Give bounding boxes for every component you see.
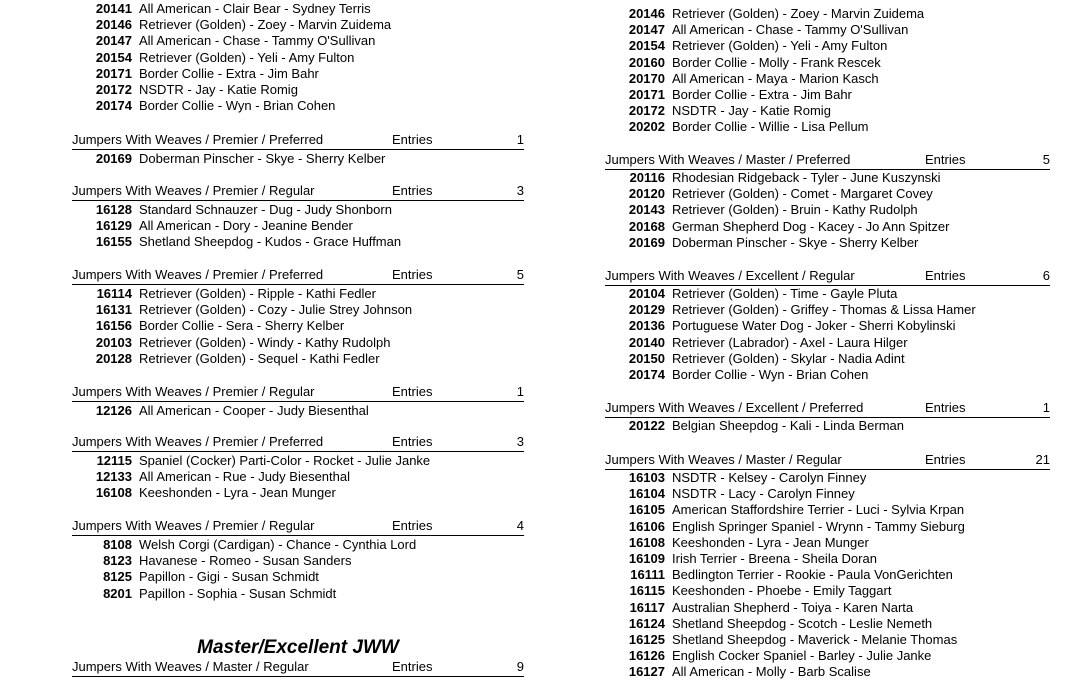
entry-text: Bedlington Terrier - Rookie - Paula VonGerichten [672,567,953,583]
entry-text: American Staffordshire Terrier - Luci - Sylvia Krpan [672,502,965,518]
entry-number: 20146 [628,6,665,21]
class-header [72,267,524,285]
entries-label: Entries [392,384,433,399]
entry-number: 20103 [95,334,132,350]
entry-row [605,519,965,535]
entry-text: Retriever (Golden) - Sequel - Kathi Fedler [139,350,380,366]
entries-label: Entries [925,268,966,283]
entry-row [605,202,918,218]
class-header [72,183,524,201]
entry-number: 16155 [95,234,132,250]
entry-text: Border Collie - Extra - Jim Bahr [672,87,852,102]
entry-row [605,318,955,334]
entry-text: Retriever (Golden) - Time - Gayle Pluta [672,286,898,301]
class-header [605,400,1050,418]
entry-row [605,486,855,502]
entry-text: Border Collie - Sera - Sherry Kelber [139,318,345,334]
class-header [72,659,524,677]
class-title: Jumpers With Weaves / Premier / Preferred [72,434,324,449]
entry-number: 20172 [628,103,665,119]
entry-text: Rhodesian Ridgeback - Tyler - June Kuszynski [672,170,941,185]
class-title: Jumpers With Weaves / Premier / Regular [72,384,315,399]
class-header [72,384,524,402]
entries-count: 4 [516,518,524,533]
class-title: Jumpers With Weaves / Master / Regular [72,659,309,674]
entry-number: 16108 [95,485,132,501]
entries-count: 1 [516,384,524,399]
entry-text: English Springer Spaniel - Wrynn - Tammy Sieburg [672,518,965,534]
entry-row [605,351,905,367]
entry-text: Retriever (Golden) - Cozy - Julie Strey Johnson [139,302,413,318]
entries-label: Entries [925,152,966,167]
entry-row [605,418,904,434]
entries-label: Entries [392,132,433,147]
entry-number: 16103 [628,470,665,485]
entry-text: NSDTR - Jay - Katie Romig [672,103,831,119]
entry-number: 16108 [628,534,665,550]
entries-label: Entries [392,183,433,198]
entry-number: 8108 [103,537,132,552]
entries-count: 1 [516,132,524,147]
entry-row [605,87,852,103]
entries-count: 5 [516,267,524,282]
entry-row [72,66,319,82]
entry-number: 16109 [628,551,665,566]
entry-row [605,600,913,616]
class-header [72,434,524,452]
entry-number: 16114 [96,286,132,301]
entries-label: Entries [392,518,433,533]
entry-text: Papillon - Gigi - Susan Schmidt [139,569,319,585]
entry-number: 20140 [628,334,665,350]
entry-text: German Shepherd Dog - Kacey - Jo Ann Spitzer [672,218,950,234]
entry-text: Papillon - Sophia - Susan Schmidt [139,585,337,601]
entry-text: Welsh Corgi (Cardigan) - Chance - Cynthia Lord [139,537,417,552]
entry-text: Doberman Pinscher - Skye - Sherry Kelber [672,234,919,250]
entry-row [72,234,401,250]
entry-number: 20141 [95,1,132,16]
entry-row [605,186,933,202]
entry-number: 20171 [95,65,132,81]
entry-number: 16124 [628,615,665,631]
entry-number: 20171 [628,87,665,102]
entry-row [72,569,319,585]
entry-text: Border Collie - Wyn - Brian Cohen [672,367,869,382]
entry-number: 20174 [628,367,665,382]
entry-row [605,219,949,235]
entry-number: 20122 [628,418,665,433]
entry-row [605,648,931,664]
entry-text: Retriever (Golden) - Zoey - Marvin Zuidema [139,17,392,33]
entry-text: Border Collie - Willie - Lisa Pellum [672,119,869,135]
entry-text: Keeshonden - Lyra - Jean Munger [672,534,869,550]
entry-row [72,351,380,367]
entry-number: 16125 [628,632,665,647]
entry-number: 8201 [103,585,132,601]
entry-row [72,33,375,49]
entry-row [605,38,887,54]
class-title: Jumpers With Weaves / Premier / Regular [72,518,315,533]
entry-text: All American - Rue - Judy Biesenthal [139,469,350,485]
entry-number: 16105 [628,502,665,518]
entries-label: Entries [392,659,433,674]
entries-label: Entries [392,434,433,449]
entry-row [72,469,350,485]
entry-row [72,335,390,351]
entries-count: 3 [516,183,524,198]
entry-text: All American - Cooper - Judy Biesenthal [139,403,369,418]
entry-text: Retriever (Golden) - Skylar - Nadia Adint [672,350,905,366]
entry-text: Shetland Sheepdog - Kudos - Grace Huffman [139,234,402,250]
entry-text: Australian Shepherd - Toiya - Karen Narta [672,599,914,615]
class-title: Jumpers With Weaves / Master / Regular [605,452,842,467]
entries-label: Entries [925,452,966,467]
entry-text: Shetland Sheepdog - Maverick - Melanie Thomas [672,632,958,647]
entry-text: Border Collie - Extra - Jim Bahr [139,65,319,81]
class-title: Jumpers With Weaves / Premier / Preferred [72,267,324,282]
entry-text: NSDTR - Lacy - Carolyn Finney [672,486,855,502]
entry-text: Retriever (Golden) - Zoey - Marvin Zuidema [672,6,925,21]
entry-number: 20154 [95,49,132,65]
entries-count: 3 [516,434,524,449]
class-header [605,452,1050,470]
entry-text: Retriever (Golden) - Ripple - Kathi Fedler [139,286,376,301]
entry-number: 20169 [95,151,132,166]
entry-row [605,583,891,599]
entry-row [72,537,416,553]
entry-number: 20120 [628,186,665,202]
entry-number: 16126 [628,648,665,664]
entry-number: 12115 [96,453,132,468]
entries-label: Entries [925,400,966,415]
entry-number: 20174 [95,98,132,114]
entry-text: Belgian Sheepdog - Kali - Linda Berman [672,418,904,433]
entry-row [605,535,869,551]
entry-number: 12126 [95,403,132,418]
entry-row [605,567,953,583]
entry-row [605,170,941,186]
class-header [605,268,1050,286]
entry-text: Border Collie - Wyn - Brian Cohen [139,98,336,114]
entry-text: All American - Chase - Tammy O'Sullivan [672,22,909,38]
entry-number: 16127 [628,664,665,680]
entry-row [605,470,866,486]
entry-text: Border Collie - Molly - Frank Rescek [672,54,881,70]
entry-row [605,302,976,318]
entry-text: All American - Chase - Tammy O'Sullivan [139,33,376,49]
class-title: Jumpers With Weaves / Master / Preferred [605,152,851,167]
entry-row [72,1,371,17]
class-title: Jumpers With Weaves / Excellent / Regular [605,268,855,283]
entry-text: Doberman Pinscher - Skye - Sherry Kelber [139,151,386,166]
entries-count: 5 [1042,152,1050,167]
class-header [72,132,524,150]
entry-row [605,616,932,632]
entry-number: 20129 [628,302,665,318]
entries-count: 9 [516,659,524,674]
entry-row [72,318,344,334]
entry-text: Retriever (Golden) - Griffey - Thomas & Lissa Hamer [672,302,976,318]
entry-number: 20116 [629,170,665,185]
entry-row [605,6,924,22]
entry-number: 20160 [628,54,665,70]
entry-row [605,103,831,119]
class-title: Jumpers With Weaves / Excellent / Preferred [605,400,864,415]
entry-number: 16111 [630,567,665,583]
entry-text: All American - Molly - Barb Scalise [672,664,871,680]
entry-text: Keeshonden - Lyra - Jean Munger [139,485,336,501]
entry-text: Retriever (Golden) - Comet - Margaret Covey [672,186,933,202]
entry-row [605,632,957,648]
entry-row [72,453,430,469]
entry-row [605,335,908,351]
entry-number: 20128 [95,350,132,366]
entry-number: 20136 [628,318,665,334]
entry-text: Retriever (Golden) - Bruin - Kathy Rudolph [672,202,918,218]
entries-label: Entries [392,267,433,282]
entry-number: 16106 [628,518,665,534]
entry-row [72,218,353,234]
entry-number: 20146 [95,17,132,33]
entry-row [605,119,869,135]
section-title: Master/Excellent JWW [197,637,399,658]
entry-number: 20104 [628,286,665,301]
entry-row [72,286,376,302]
entry-number: 16117 [629,599,665,615]
entry-text: NSDTR - Kelsey - Carolyn Finney [672,470,867,485]
entry-row [72,82,298,98]
entry-text: All American - Dory - Jeanine Bender [139,218,353,234]
entry-row [605,286,897,302]
entry-number: 16156 [95,318,132,334]
entry-text: Standard Schnauzer - Dug - Judy Shonborn [139,202,392,217]
entry-text: Spaniel (Cocker) Parti-Color - Rocket - Julie Janke [139,453,431,468]
entry-number: 20169 [628,234,665,250]
entry-row [605,235,918,251]
entry-text: English Cocker Spaniel - Barley - Julie Janke [672,648,932,664]
entry-number: 20147 [95,33,132,49]
entry-number: 20143 [628,202,665,218]
entry-text: Havanese - Romeo - Susan Sanders [139,553,352,569]
entry-number: 20147 [628,22,665,38]
entry-row [72,586,336,602]
entry-number: 20170 [628,70,665,86]
entry-number: 16115 [629,583,665,599]
entry-row [72,403,369,419]
entry-text: Portuguese Water Dog - Joker - Sherri Kobylinski [672,318,956,334]
entry-number: 16128 [95,202,132,217]
entry-row [605,22,908,38]
class-title: Jumpers With Weaves / Premier / Regular [72,183,315,198]
entry-text: All American - Maya - Marion Kasch [672,70,879,86]
entry-number: 8125 [103,569,132,585]
class-title: Jumpers With Weaves / Premier / Preferred [72,132,324,147]
entry-number: 8123 [103,553,132,569]
entry-row [605,664,871,680]
entry-row [605,551,877,567]
entry-row [72,485,336,501]
entry-number: 20172 [95,82,132,97]
entry-row [72,17,391,33]
class-header [72,518,524,536]
entry-text: Shetland Sheepdog - Scotch - Leslie Nemeth [672,615,933,631]
entry-number: 16131 [95,302,132,318]
entry-text: Retriever (Golden) - Yeli - Amy Fulton [672,38,888,54]
entry-row [72,151,385,167]
entry-row [72,50,354,66]
entry-row [72,98,335,114]
entry-number: 20154 [628,38,665,54]
entry-number: 20150 [628,350,665,366]
entries-count: 6 [1042,268,1050,283]
entry-row [72,302,412,318]
entry-row [605,55,881,71]
entry-row [605,367,868,383]
entry-number: 20168 [628,218,665,234]
entry-text: Retriever (Labrador) - Axel - Laura Hilger [672,334,908,350]
entry-text: Keeshonden - Phoebe - Emily Taggart [672,583,892,599]
entry-text: All American - Clair Bear - Sydney Terris [139,1,371,16]
entry-text: Retriever (Golden) - Windy - Kathy Rudolph [139,334,391,350]
entry-row [605,71,879,87]
class-header [605,152,1050,170]
entry-row [72,553,351,569]
entry-text: NSDTR - Jay - Katie Romig [139,82,298,97]
entry-text: Retriever (Golden) - Yeli - Amy Fulton [139,49,355,65]
entry-number: 16129 [95,218,132,234]
entry-number: 20202 [628,119,665,135]
entry-row [605,502,964,518]
entries-count: 21 [1035,452,1050,467]
entries-count: 1 [1042,400,1050,415]
entry-row [72,202,392,218]
entry-text: Irish Terrier - Breena - Sheila Doran [672,551,877,566]
entry-number: 12133 [95,469,132,485]
entry-number: 16104 [628,486,665,502]
